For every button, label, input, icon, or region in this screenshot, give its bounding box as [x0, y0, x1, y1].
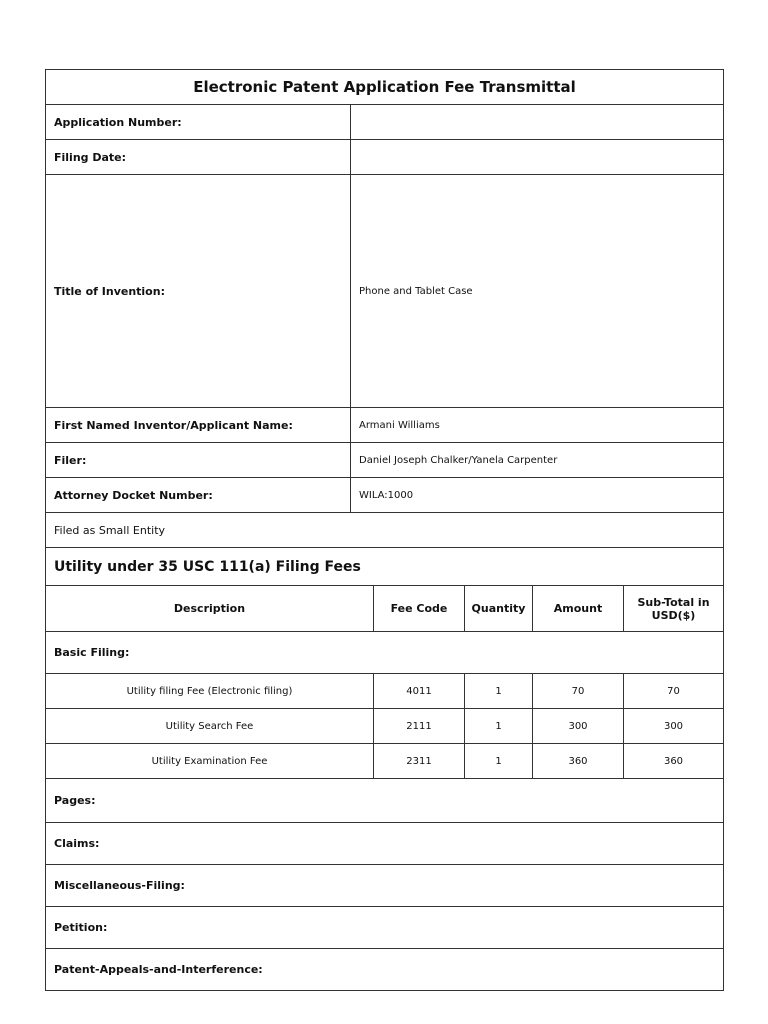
application-number-value [351, 105, 723, 139]
fee-quantity: 1 [464, 744, 532, 778]
field-row-application-number [45, 105, 724, 140]
group-row-petition [45, 907, 724, 949]
fee-table-header [45, 586, 724, 632]
fee-description: Utility Examination Fee [151, 755, 268, 767]
group-row-patent-appeals [45, 949, 724, 991]
field-label: First Named Inventor/Applicant Name: [46, 408, 351, 442]
basic-filing-label: Basic Filing: [54, 646, 130, 659]
group-label: Pages: [54, 794, 96, 807]
fees-section-row [45, 548, 724, 586]
entity-note-row [45, 513, 724, 548]
first-named-inventor-value: Armani Williams [359, 419, 440, 431]
fee-amount: 300 [532, 709, 623, 743]
group-label: Claims: [54, 837, 100, 850]
fee-description: Utility filing Fee (Electronic filing) [126, 685, 293, 697]
fee-description: Utility Search Fee [165, 720, 254, 732]
table-row [45, 744, 724, 779]
fee-subtotal: 300 [623, 709, 723, 743]
column-header-subtotal: Sub-Total in USD($) [623, 586, 723, 631]
field-row-filer [45, 443, 724, 478]
column-header-description: Description [173, 602, 246, 615]
fee-code: 2311 [373, 744, 464, 778]
entity-note: Filed as Small Entity [54, 523, 166, 537]
group-label: Miscellaneous-Filing: [54, 879, 185, 892]
field-row-first-named-inventor [45, 408, 724, 443]
table-row [45, 674, 724, 709]
form-title-row [45, 69, 724, 105]
fees-section-title: Utility under 35 USC 111(a) Filing Fees [54, 558, 361, 575]
field-label: Title of Invention: [46, 175, 351, 407]
group-label: Patent-Appeals-and-Interference: [54, 963, 263, 976]
group-label: Petition: [54, 921, 108, 934]
column-header-amount: Amount [532, 586, 623, 631]
fee-transmittal-form [45, 69, 724, 991]
group-row-pages [45, 779, 724, 823]
fee-amount: 70 [532, 674, 623, 708]
fee-code: 4011 [373, 674, 464, 708]
fee-quantity: 1 [464, 674, 532, 708]
column-header-quantity: Quantity [464, 586, 532, 631]
form-title: Electronic Patent Application Fee Transmittal [193, 78, 576, 96]
field-label: Application Number: [46, 105, 351, 139]
fee-subtotal: 70 [623, 674, 723, 708]
group-row-miscellaneous-filing [45, 865, 724, 907]
field-label: Filer: [46, 443, 351, 477]
fee-code: 2111 [373, 709, 464, 743]
title-of-invention-value: Phone and Tablet Case [359, 285, 473, 297]
fee-amount: 360 [532, 744, 623, 778]
field-row-title-of-invention [45, 175, 724, 408]
filer-value: Daniel Joseph Chalker/Yanela Carpenter [359, 454, 558, 466]
column-header-fee-code: Fee Code [373, 586, 464, 631]
field-label: Filing Date: [46, 140, 351, 174]
attorney-docket-number-value: WILA:1000 [359, 489, 414, 501]
table-row [45, 709, 724, 744]
filing-date-value [351, 140, 723, 174]
field-row-attorney-docket-number [45, 478, 724, 513]
field-row-filing-date [45, 140, 724, 175]
group-row-claims [45, 823, 724, 865]
fee-quantity: 1 [464, 709, 532, 743]
basic-filing-row [45, 632, 724, 674]
field-label: Attorney Docket Number: [46, 478, 351, 512]
fee-subtotal: 360 [623, 744, 723, 778]
